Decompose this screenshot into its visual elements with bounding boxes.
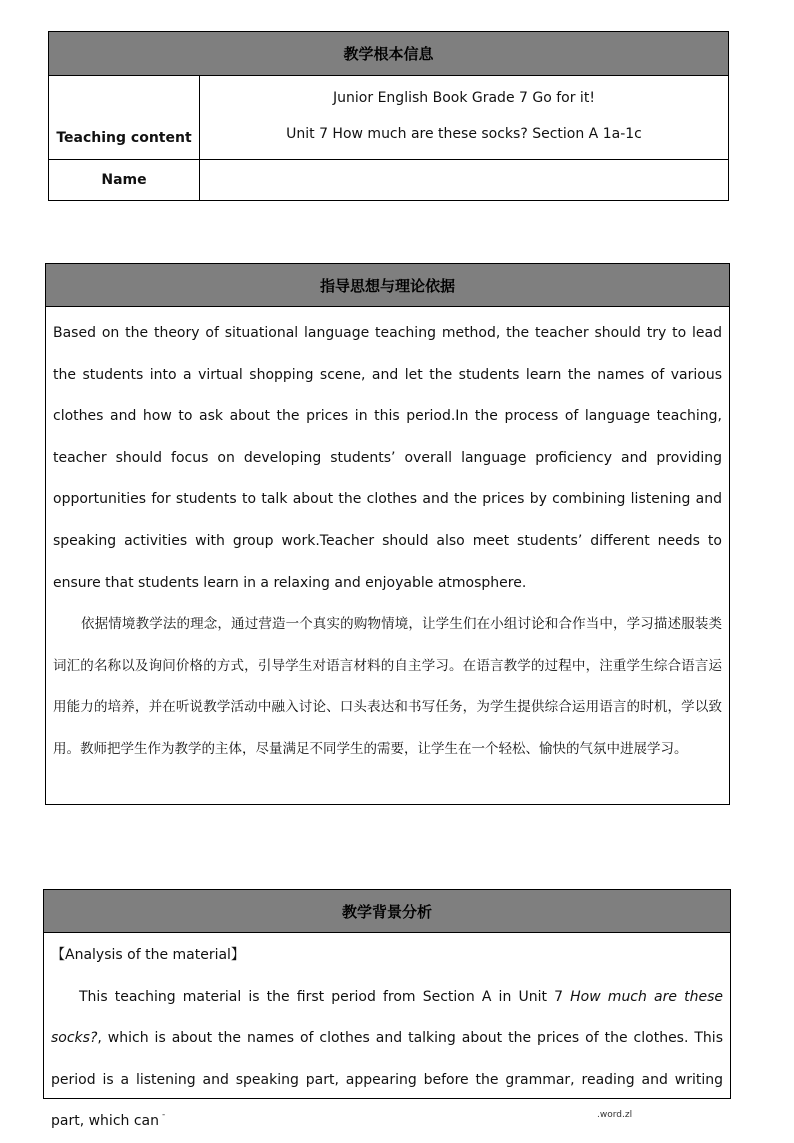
guiding-theory-header: 指导思想与理论依据 [46, 264, 729, 307]
guiding-theory-english-paragraph: Based on the theory of situational language teaching method, the teacher should try to lead the students into a virtual shopping scene, and let the students learn the names of various clothes and how to ask about the prices in this period.In the process of language teaching, teacher should focus on developing students’ overall language proficiency and providing opportunities for students to talk about the clothes and the prices by combining listening and speaking activities with group work.Teacher should also meet students’ different needs to ensure that students learn in a relaxing and enjoyable atmosphere. [53, 325, 722, 591]
teaching-content-value [200, 76, 728, 159]
guiding-theory-chinese-paragraph: 依据情境教学法的理念，通过营造一个真实的购物情境，让学生们在小组讨论和合作当中，学习描述服装类词汇的名称以及询问价格的方式，引导学生对语言材料的自主学习。在语言教学的过程中，注重学生综合语言运用能力的培养，并在听说教学活动中融入讨论、口头表达和书写任务，为学生提供综合运用语言的时机，学以致用。教师把学生作为教学的主体，尽量满足不同学生的需要，让学生在一个轻松、愉快的气氛中进展学习。 [53, 616, 722, 757]
material-analysis-text-start: This teaching material is the first period from Section A in Unit 7 [79, 988, 571, 1005]
guiding-theory-table [45, 263, 730, 805]
footer-left: - [162, 1110, 166, 1120]
footer-right: .word.zl [597, 1110, 633, 1120]
teaching-content-label: Teaching content [49, 76, 200, 159]
name-value [200, 160, 728, 200]
teaching-content-row [49, 76, 728, 159]
basic-info-table [48, 31, 729, 201]
material-analysis-text-rest: , which is about the names of clothes and talking about the prices of the clothes. This period is a listening and speaking part, appearing before the grammar, reading and writing part, which can [51, 1030, 723, 1130]
teaching-content-line2: Unit 7 How much are these socks? Section A 1a-1c [286, 126, 642, 142]
teaching-content-line1: Junior English Book Grade 7 Go for it! [333, 90, 595, 106]
material-analysis-title: 【Analysis of the material】 [51, 947, 245, 963]
name-label: Name [49, 160, 200, 200]
basic-info-header: 教学根本信息 [49, 32, 728, 76]
guiding-theory-body [46, 307, 729, 771]
teaching-background-header: 教学背景分析 [44, 890, 730, 933]
unit-title: How much are these socks? [51, 988, 723, 1047]
name-row [49, 159, 728, 200]
